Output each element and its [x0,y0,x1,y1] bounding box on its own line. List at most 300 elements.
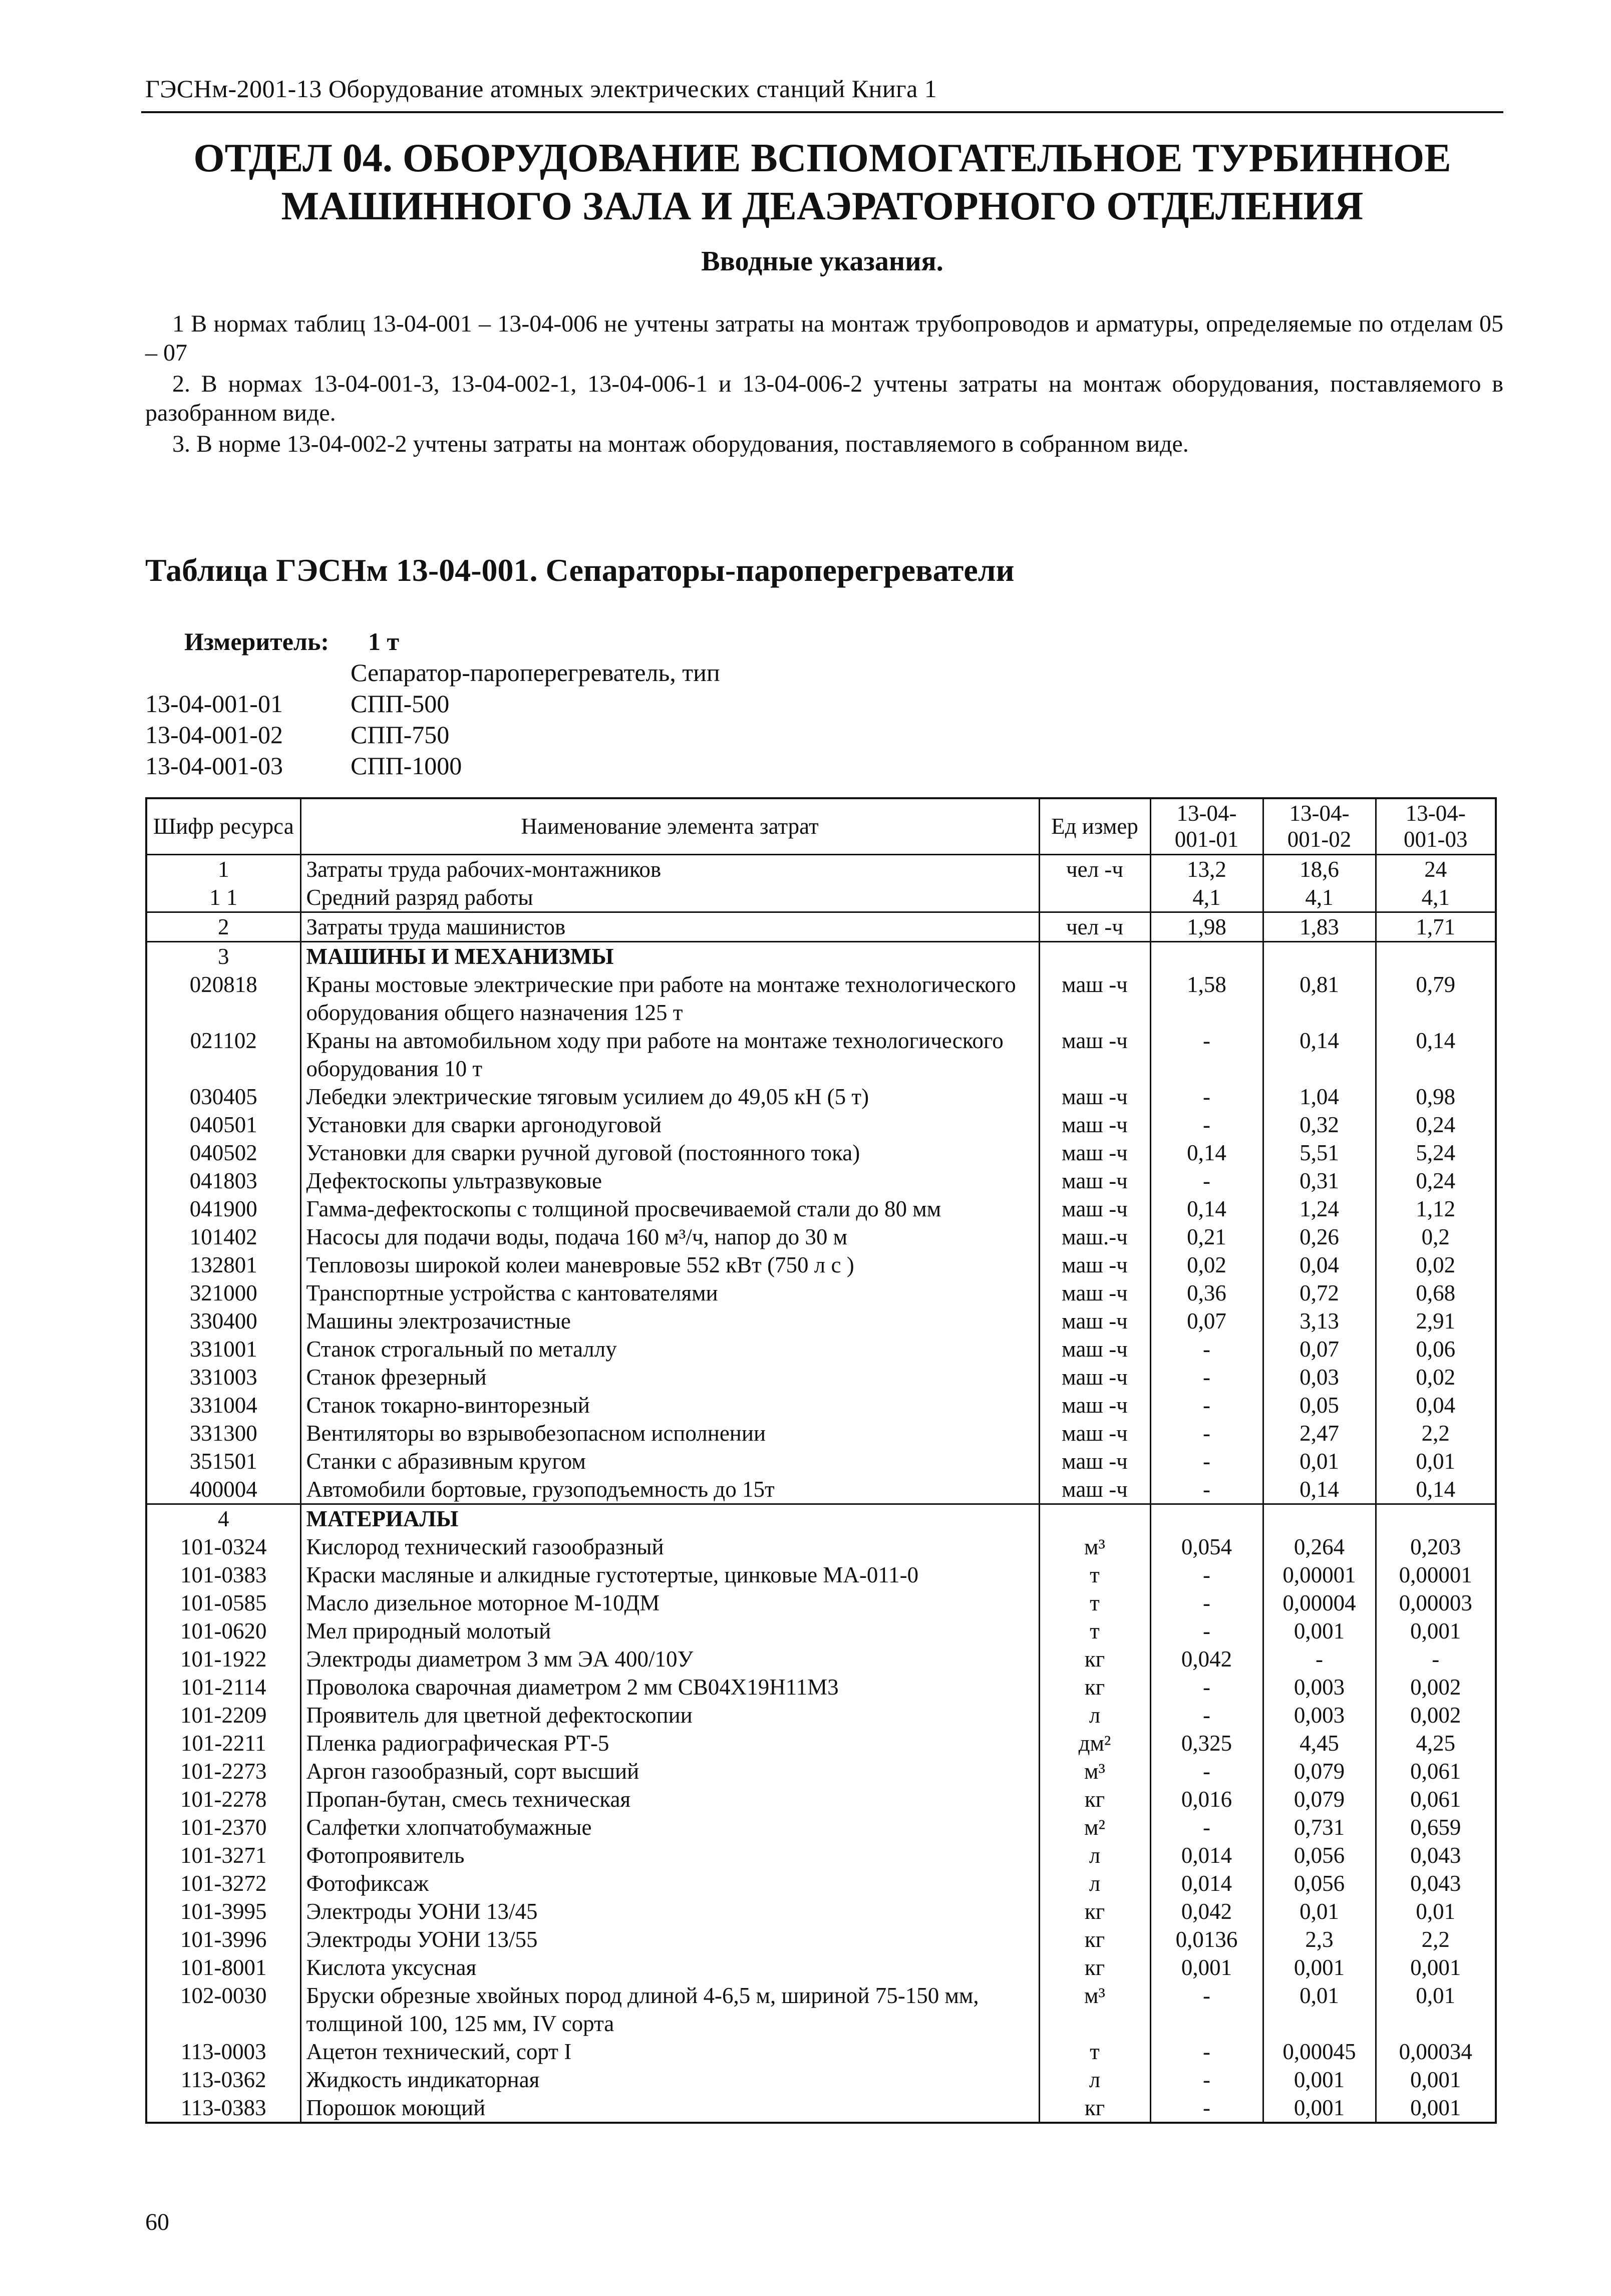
cell-norm-2: 4,1 [1263,883,1376,912]
meter-value: 1 т [368,627,400,655]
table-row [146,1447,1496,1475]
cell-norm-3: 0,043 [1376,1841,1496,1869]
cell-norm-2: 0,056 [1263,1841,1376,1869]
cell-norm-2: 0,26 [1263,1223,1376,1251]
cell-norm-1: 1,58 [1150,970,1263,1027]
table-row [146,1504,1496,1533]
cell-code: 101-0585 [146,1589,300,1617]
cell-norm-1: 0,014 [1150,1841,1263,1869]
cell-norm-1: - [1150,1701,1263,1729]
cell-code: 132801 [146,1251,300,1279]
cell-norm-3 [1376,1504,1496,1533]
cell-unit: кг [1039,2094,1150,2123]
norm-code: 13-04-001-02 [145,721,283,749]
table-row [146,1533,1496,1561]
cell-name: Тепловозы широкой колеи маневровые 552 кВт (750 л с ) [300,1251,1039,1279]
cell-norm-1: 0,0136 [1150,1925,1263,1953]
table-row [146,883,1496,912]
table-row [146,1027,1496,1083]
table-row [146,912,1496,941]
cell-unit: чел -ч [1039,854,1150,883]
header-unit: Ед измер [1039,798,1150,854]
cell-code: 331300 [146,1419,300,1447]
running-header: ГЭСНм-2001-13 Оборудование атомных электрических станций Книга 1 [145,75,937,103]
cell-unit: кг [1039,1673,1150,1701]
cell-name: Мел природный молотый [300,1617,1039,1645]
cell-name: Установки для сварки ручной дуговой (постоянного тока) [300,1139,1039,1167]
cell-name: МАТЕРИАЛЫ [300,1504,1039,1533]
cell-norm-1: 0,14 [1150,1195,1263,1223]
table-body [146,854,1496,2123]
intro-note-2: 2. В нормах 13-04-001-3, 13-04-002-1, 13-04-006-1 и 13-04-006-2 учтены затраты на монтаж оборудования, поставляемого в разобранном виде. [145,371,1503,426]
cell-norm-3: 0,24 [1376,1111,1496,1139]
table-row [146,1897,1496,1925]
intro-heading: Вводные указания. [701,246,943,277]
cell-unit: т [1039,1617,1150,1645]
header-name: Наименование элемента затрат [300,798,1039,854]
cell-norm-3: - [1376,1645,1496,1673]
cell-unit: кг [1039,1645,1150,1673]
resource-table [145,797,1497,2124]
cell-code: 331003 [146,1363,300,1391]
norm-code: 13-04-001-01 [145,690,283,718]
cell-norm-1: 0,054 [1150,1533,1263,1561]
cell-norm-1 [1150,1504,1263,1533]
cell-code: 4 [146,1504,300,1533]
page-number: 60 [145,2209,169,2235]
table-row [146,1925,1496,1953]
cell-norm-3: 0,061 [1376,1785,1496,1813]
intro-note-1: 1 В нормах таблиц 13-04-001 – 13-04-006 не учтены затраты на монтаж трубопроводов и арматуры, определяемые по отделам 05 – 07 [145,310,1503,366]
table-row [146,1701,1496,1729]
cell-unit: м² [1039,1813,1150,1841]
table-title: Таблица ГЭСНм 13-04-001. Сепараторы-пароперегреватели [145,552,1015,588]
cell-unit: маш -ч [1039,1419,1150,1447]
cell-norm-2: 0,03 [1263,1363,1376,1391]
cell-norm-3: 0,04 [1376,1391,1496,1419]
cell-norm-2: 0,003 [1263,1701,1376,1729]
cell-norm-3: 4,1 [1376,883,1496,912]
cell-norm-2: 0,001 [1263,2094,1376,2123]
cell-unit: маш -ч [1039,970,1150,1027]
table-row [146,2066,1496,2094]
cell-norm-2: 0,05 [1263,1391,1376,1419]
cell-norm-3: 0,043 [1376,1869,1496,1897]
cell-norm-3: 0,00003 [1376,1589,1496,1617]
cell-code: 2 [146,912,300,941]
cell-norm-1: - [1150,1589,1263,1617]
table-row [146,970,1496,1027]
cell-norm-3: 0,01 [1376,1982,1496,2038]
cell-norm-1: - [1150,1111,1263,1139]
table-row [146,1673,1496,1701]
cell-norm-1: - [1150,1561,1263,1589]
cell-code: 101-0383 [146,1561,300,1589]
cell-norm-2: 0,01 [1263,1447,1376,1475]
cell-norm-2: 0,00045 [1263,2038,1376,2066]
cell-norm-2: 0,01 [1263,1897,1376,1925]
cell-norm-2: 0,31 [1263,1167,1376,1195]
cell-norm-2: 0,14 [1263,1475,1376,1504]
cell-unit: маш -ч [1039,1391,1150,1419]
cell-norm-3: 0,14 [1376,1475,1496,1504]
cell-norm-1: - [1150,1083,1263,1111]
table-row [146,1589,1496,1617]
cell-norm-1: 13,2 [1150,854,1263,883]
table-row [146,941,1496,970]
cell-norm-2: - [1263,1645,1376,1673]
cell-norm-3: 0,061 [1376,1757,1496,1785]
cell-code: 101-2114 [146,1673,300,1701]
cell-norm-2: 0,056 [1263,1869,1376,1897]
cell-code: 041803 [146,1167,300,1195]
cell-name: Жидкость индикаторная [300,2066,1039,2094]
cell-norm-2: 0,079 [1263,1757,1376,1785]
cell-norm-3: 0,79 [1376,970,1496,1027]
cell-unit: маш -ч [1039,1195,1150,1223]
cell-name: Станок фрезерный [300,1363,1039,1391]
cell-unit: кг [1039,1897,1150,1925]
cell-code: 030405 [146,1083,300,1111]
table-row [146,1139,1496,1167]
cell-norm-1: 4,1 [1150,883,1263,912]
table-row [146,1195,1496,1223]
cell-name: Автомобили бортовые, грузоподъемность до 15т [300,1475,1039,1504]
cell-code: 101-8001 [146,1953,300,1982]
header-norm-2: 13-04- 001-02 [1263,798,1376,854]
cell-norm-2: 5,51 [1263,1139,1376,1167]
cell-code: 101-2278 [146,1785,300,1813]
cell-norm-2: 0,14 [1263,1027,1376,1083]
cell-norm-1: - [1150,1391,1263,1419]
cell-code: 101-2211 [146,1729,300,1757]
cell-unit: л [1039,1869,1150,1897]
cell-unit: л [1039,2066,1150,2094]
cell-norm-1: - [1150,1673,1263,1701]
cell-code: 330400 [146,1307,300,1335]
cell-code: 1 [146,854,300,883]
table-row [146,1307,1496,1335]
cell-unit: м³ [1039,1757,1150,1785]
cell-norm-3: 1,71 [1376,912,1496,941]
cell-norm-1: - [1150,2066,1263,2094]
cell-norm-2: 1,24 [1263,1195,1376,1223]
table-row [146,2038,1496,2066]
type-caption: Сепаратор-пароперегреватель, тип [351,659,720,687]
cell-norm-3: 0,002 [1376,1701,1496,1729]
cell-code: 101-0620 [146,1617,300,1645]
cell-name: Краски масляные и алкидные густотертые, цинковые МА-011-0 [300,1561,1039,1589]
cell-unit: л [1039,1701,1150,1729]
cell-norm-2: 0,003 [1263,1673,1376,1701]
table-row [146,1363,1496,1391]
cell-unit: маш -ч [1039,1083,1150,1111]
cell-norm-3: 0,06 [1376,1335,1496,1363]
cell-norm-3: 2,2 [1376,1925,1496,1953]
cell-name: Бруски обрезные хвойных пород длиной 4-6,5 м, шириной 75-150 мм, толщиной 100, 125 мм, IV сорта [300,1982,1039,2038]
cell-unit: маш -ч [1039,1307,1150,1335]
table-row [146,1729,1496,1757]
cell-norm-2: 0,04 [1263,1251,1376,1279]
cell-name: Установки для сварки аргонодуговой [300,1111,1039,1139]
table-row [146,1167,1496,1195]
cell-code: 101-2370 [146,1813,300,1841]
cell-norm-2: 0,001 [1263,2066,1376,2094]
table-row [146,1391,1496,1419]
cell-unit: маш -ч [1039,1139,1150,1167]
cell-unit: м³ [1039,1982,1150,2038]
cell-code: 102-0030 [146,1982,300,2038]
cell-unit [1039,941,1150,970]
cell-norm-1: 0,36 [1150,1279,1263,1307]
cell-unit: кг [1039,1953,1150,1982]
cell-code: 331001 [146,1335,300,1363]
table-row [146,1111,1496,1139]
cell-norm-2: 2,3 [1263,1925,1376,1953]
cell-norm-3: 0,68 [1376,1279,1496,1307]
cell-norm-2: 1,83 [1263,912,1376,941]
cell-norm-3: 0,001 [1376,1617,1496,1645]
cell-name: Затраты труда машинистов [300,912,1039,941]
cell-unit: кг [1039,1925,1150,1953]
meter-label: Измеритель: [184,627,330,655]
table-row [146,1645,1496,1673]
cell-name: Кислота уксусная [300,1953,1039,1982]
cell-code: 101-3996 [146,1925,300,1953]
cell-norm-3: 0,659 [1376,1813,1496,1841]
cell-name: Пленка радиографическая РТ-5 [300,1729,1039,1757]
table-row [146,1279,1496,1307]
cell-norm-1: - [1150,1363,1263,1391]
cell-norm-3: 0,02 [1376,1363,1496,1391]
cell-name: МАШИНЫ И МЕХАНИЗМЫ [300,941,1039,970]
intro-note-3: 3. В норме 13-04-002-2 учтены затраты на монтаж оборудования, поставляемого в собранном виде. [172,431,1189,457]
section-title-line-2: МАШИННОГО ЗАЛА И ДЕАЭРАТОРНОГО ОТДЕЛЕНИЯ [281,184,1364,228]
cell-code: 101-3995 [146,1897,300,1925]
table-row [146,1083,1496,1111]
cell-unit: т [1039,1589,1150,1617]
cell-code: 113-0383 [146,2094,300,2123]
header-rule [141,111,1503,113]
header-norm-1: 13-04- 001-01 [1150,798,1263,854]
cell-code: 331004 [146,1391,300,1419]
cell-name: Лебедки электрические тяговым усилием до 49,05 кН (5 т) [300,1083,1039,1111]
cell-name: Станок токарно-винторезный [300,1391,1039,1419]
cell-norm-1: 0,325 [1150,1729,1263,1757]
cell-unit: маш -ч [1039,1335,1150,1363]
cell-code: 113-0003 [146,2038,300,2066]
cell-norm-1: 0,014 [1150,1869,1263,1897]
cell-unit: маш -ч [1039,1447,1150,1475]
cell-norm-1: 0,016 [1150,1785,1263,1813]
cell-norm-3: 0,01 [1376,1897,1496,1925]
cell-norm-2: 2,47 [1263,1419,1376,1447]
cell-norm-2: 18,6 [1263,854,1376,883]
cell-name: Гамма-дефектоскопы с толщиной просвечиваемой стали до 80 мм [300,1195,1039,1223]
cell-norm-2: 0,264 [1263,1533,1376,1561]
cell-norm-1: 0,02 [1150,1251,1263,1279]
cell-unit: л [1039,1841,1150,1869]
cell-norm-3: 0,24 [1376,1167,1496,1195]
cell-unit: дм² [1039,1729,1150,1757]
cell-code: 101-2273 [146,1757,300,1785]
cell-norm-3: 2,91 [1376,1307,1496,1335]
cell-unit: маш -ч [1039,1363,1150,1391]
cell-norm-2: 0,07 [1263,1335,1376,1363]
cell-norm-3: 0,203 [1376,1533,1496,1561]
cell-norm-3: 24 [1376,854,1496,883]
norm-name: СПП-1000 [351,752,462,780]
header-code: Шифр ресурса [146,798,300,854]
cell-norm-3: 0,14 [1376,1027,1496,1083]
cell-norm-1: 0,21 [1150,1223,1263,1251]
table-row [146,1757,1496,1785]
cell-norm-2 [1263,941,1376,970]
cell-norm-1: - [1150,1757,1263,1785]
cell-name: Станки с абразивным кругом [300,1447,1039,1475]
cell-code: 101-0324 [146,1533,300,1561]
cell-norm-1: - [1150,1617,1263,1645]
cell-name: Фотопроявитель [300,1841,1039,1869]
cell-unit: маш -ч [1039,1475,1150,1504]
cell-name: Проявитель для цветной дефектоскопии [300,1701,1039,1729]
cell-norm-3: 1,12 [1376,1195,1496,1223]
cell-norm-3: 0,00001 [1376,1561,1496,1589]
cell-name: Проволока сварочная диаметром 2 мм СВ04Х19Н11М3 [300,1673,1039,1701]
cell-code: 040502 [146,1139,300,1167]
cell-name: Электроды УОНИ 13/55 [300,1925,1039,1953]
norm-code: 13-04-001-03 [145,752,283,780]
cell-norm-1: - [1150,1475,1263,1504]
cell-norm-3 [1376,941,1496,970]
cell-code: 101-3271 [146,1841,300,1869]
table-row [146,1223,1496,1251]
cell-unit [1039,883,1150,912]
cell-name: Станок строгальный по металлу [300,1335,1039,1363]
table-header-row [146,798,1496,854]
cell-unit: маш -ч [1039,1279,1150,1307]
cell-unit: маш.-ч [1039,1223,1150,1251]
intro-notes [145,309,1503,461]
cell-unit: маш -ч [1039,1111,1150,1139]
cell-name: Краны мостовые электрические при работе на монтаже технологического оборудования общего назначения 125 т [300,970,1039,1027]
table-row [146,2094,1496,2123]
cell-norm-2: 0,00004 [1263,1589,1376,1617]
table-row [146,1561,1496,1589]
cell-norm-2: 0,731 [1263,1813,1376,1841]
cell-code: 113-0362 [146,2066,300,2094]
cell-norm-3: 0,002 [1376,1673,1496,1701]
cell-name: Пропан-бутан, смесь техническая [300,1785,1039,1813]
cell-norm-2: 0,32 [1263,1111,1376,1139]
table-row [146,1841,1496,1869]
section-title [141,134,1503,230]
cell-name: Фотофиксаж [300,1869,1039,1897]
norm-name: СПП-750 [351,721,450,749]
cell-code: 321000 [146,1279,300,1307]
cell-code: 040501 [146,1111,300,1139]
cell-name: Машины электрозачистные [300,1307,1039,1335]
cell-name: Вентиляторы во взрывобезопасном исполнении [300,1419,1039,1447]
table-row [146,1475,1496,1504]
cell-code: 351501 [146,1447,300,1475]
cell-norm-2: 0,72 [1263,1279,1376,1307]
cell-code: 101-1922 [146,1645,300,1673]
cell-name: Краны на автомобильном ходу при работе на монтаже технологического оборудования 10 т [300,1027,1039,1083]
cell-name: Масло дизельное моторное М-10ДМ [300,1589,1039,1617]
cell-unit: т [1039,1561,1150,1589]
cell-norm-1: - [1150,2038,1263,2066]
cell-norm-3: 5,24 [1376,1139,1496,1167]
header-norm-3: 13-04- 001-03 [1376,798,1496,854]
cell-code: 400004 [146,1475,300,1504]
cell-norm-2 [1263,1504,1376,1533]
cell-norm-1: 0,14 [1150,1139,1263,1167]
cell-norm-2: 3,13 [1263,1307,1376,1335]
cell-unit: маш -ч [1039,1251,1150,1279]
cell-code: 020818 [146,970,300,1027]
table-row [146,1869,1496,1897]
cell-norm-2: 4,45 [1263,1729,1376,1757]
table-row [146,1617,1496,1645]
cell-name: Дефектоскопы ультразвуковые [300,1167,1039,1195]
cell-norm-1: - [1150,1167,1263,1195]
cell-norm-3: 0,02 [1376,1251,1496,1279]
cell-name: Ацетон технический, сорт I [300,2038,1039,2066]
cell-norm-3: 4,25 [1376,1729,1496,1757]
cell-name: Кислород технический газообразный [300,1533,1039,1561]
cell-name: Салфетки хлопчатобумажные [300,1813,1039,1841]
cell-norm-3: 0,001 [1376,2094,1496,2123]
cell-norm-3: 0,2 [1376,1223,1496,1251]
cell-norm-2: 0,00001 [1263,1561,1376,1589]
cell-norm-1 [1150,941,1263,970]
cell-unit: маш -ч [1039,1167,1150,1195]
cell-norm-1: - [1150,1982,1263,2038]
table-row [146,1419,1496,1447]
cell-code: 3 [146,941,300,970]
table-row [146,1982,1496,2038]
norm-name: СПП-500 [351,690,450,718]
cell-unit [1039,1504,1150,1533]
table-row [146,854,1496,883]
cell-norm-1: 0,042 [1150,1897,1263,1925]
cell-norm-2: 1,04 [1263,1083,1376,1111]
cell-name: Порошок моющий [300,2094,1039,2123]
cell-norm-1: 0,001 [1150,1953,1263,1982]
table-row [146,1953,1496,1982]
cell-name: Насосы для подачи воды, подача 160 м³/ч, напор до 30 м [300,1223,1039,1251]
table-row [146,1335,1496,1363]
cell-unit: м³ [1039,1533,1150,1561]
cell-unit: кг [1039,1785,1150,1813]
cell-norm-1: 0,042 [1150,1645,1263,1673]
cell-norm-1: - [1150,1447,1263,1475]
cell-norm-2: 0,01 [1263,1982,1376,2038]
cell-unit: т [1039,2038,1150,2066]
cell-norm-1: - [1150,1027,1263,1083]
cell-norm-1: 1,98 [1150,912,1263,941]
cell-norm-1: 0,07 [1150,1307,1263,1335]
cell-norm-1: - [1150,2094,1263,2123]
cell-norm-3: 0,01 [1376,1447,1496,1475]
cell-norm-1: - [1150,1335,1263,1363]
cell-norm-2: 0,001 [1263,1953,1376,1982]
cell-norm-3: 0,00034 [1376,2038,1496,2066]
table-row [146,1251,1496,1279]
section-title-line-1: ОТДЕЛ 04. ОБОРУДОВАНИЕ ВСПОМОГАТЕЛЬНОЕ ТУРБИННОЕ [193,136,1451,180]
cell-code: 101-3272 [146,1869,300,1897]
